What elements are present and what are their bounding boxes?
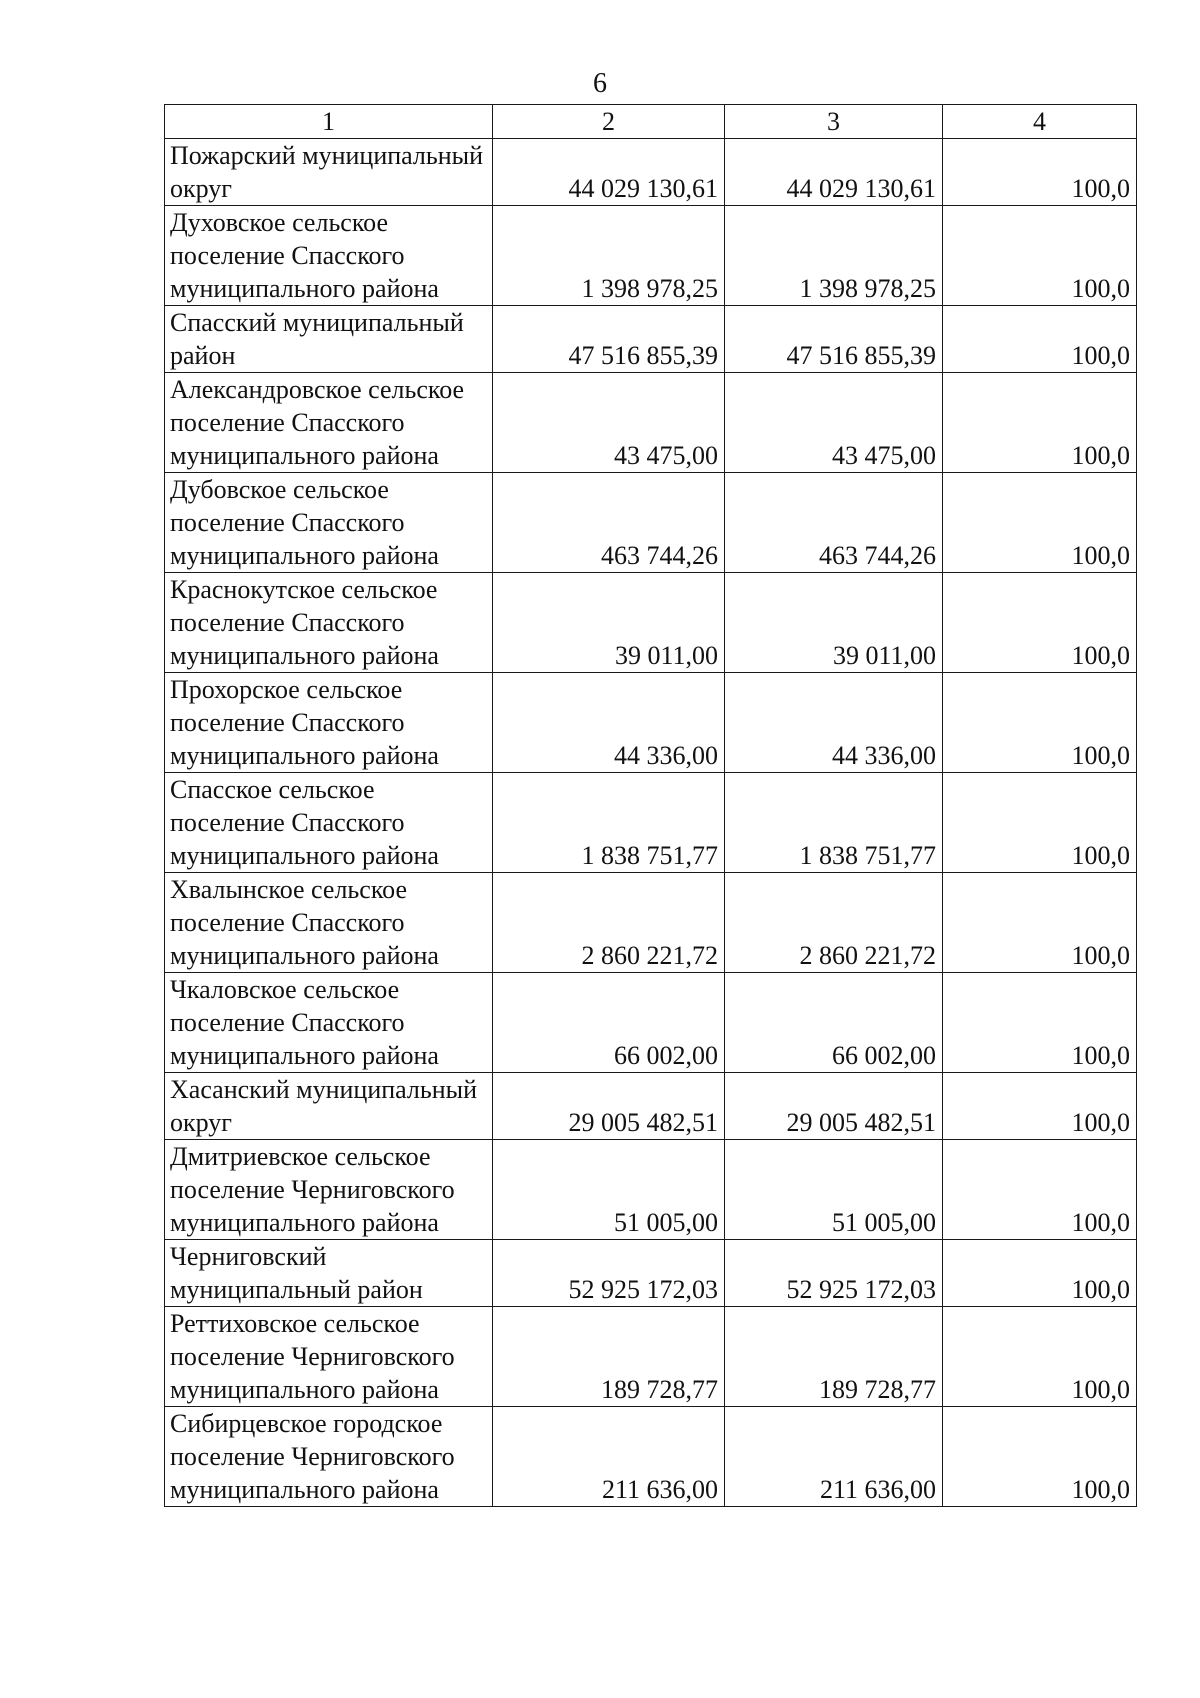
amount-cell: 43 475,00 xyxy=(725,373,943,473)
municipality-name: Реттиховское сельское поселение Черниговского муниципального района xyxy=(165,1307,493,1407)
table-row xyxy=(165,973,1137,1073)
amount-cell: 43 475,00 xyxy=(493,373,725,473)
percent-cell: 100,0 xyxy=(943,473,1137,573)
percent-cell: 100,0 xyxy=(943,1307,1137,1407)
table-row xyxy=(165,206,1137,306)
amount-cell: 211 636,00 xyxy=(725,1407,943,1507)
municipality-name: Пожарский муниципальный округ xyxy=(165,139,493,206)
percent-cell: 100,0 xyxy=(943,573,1137,673)
table-row xyxy=(165,573,1137,673)
percent-cell: 100,0 xyxy=(943,373,1137,473)
municipality-name: Духовское сельское поселение Спасского муниципального района xyxy=(165,206,493,306)
percent-cell: 100,0 xyxy=(943,973,1137,1073)
column-header: 3 xyxy=(725,105,943,139)
table-row xyxy=(165,773,1137,873)
table-row xyxy=(165,1073,1137,1140)
amount-cell: 44 336,00 xyxy=(493,673,725,773)
percent-cell: 100,0 xyxy=(943,1073,1137,1140)
amount-cell: 1 398 978,25 xyxy=(725,206,943,306)
amount-cell: 29 005 482,51 xyxy=(725,1073,943,1140)
amount-cell: 211 636,00 xyxy=(493,1407,725,1507)
percent-cell: 100,0 xyxy=(943,673,1137,773)
municipality-name: Черниговский муниципальный район xyxy=(165,1240,493,1307)
percent-cell: 100,0 xyxy=(943,1240,1137,1307)
column-header: 4 xyxy=(943,105,1137,139)
table-row xyxy=(165,1407,1137,1507)
municipality-name: Краснокутское сельское поселение Спасского муниципального района xyxy=(165,573,493,673)
table-row xyxy=(165,139,1137,206)
amount-cell: 1 398 978,25 xyxy=(493,206,725,306)
column-header: 2 xyxy=(493,105,725,139)
amount-cell: 47 516 855,39 xyxy=(725,306,943,373)
amount-cell: 47 516 855,39 xyxy=(493,306,725,373)
table-row xyxy=(165,373,1137,473)
amount-cell: 189 728,77 xyxy=(725,1307,943,1407)
amount-cell: 463 744,26 xyxy=(725,473,943,573)
municipality-name: Хвалынское сельское поселение Спасского муниципального района xyxy=(165,873,493,973)
municipality-name: Александровское сельское поселение Спасского муниципального района xyxy=(165,373,493,473)
table-row xyxy=(165,1240,1137,1307)
percent-cell: 100,0 xyxy=(943,306,1137,373)
municipality-name: Спасское сельское поселение Спасского муниципального района xyxy=(165,773,493,873)
amount-cell: 52 925 172,03 xyxy=(493,1240,725,1307)
table-row xyxy=(165,306,1137,373)
amount-cell: 44 029 130,61 xyxy=(725,139,943,206)
amount-cell: 463 744,26 xyxy=(493,473,725,573)
municipality-name: Сибирцевское городское поселение Черниговского муниципального района xyxy=(165,1407,493,1507)
column-header: 1 xyxy=(165,105,493,139)
municipality-name: Хасанский муниципальный округ xyxy=(165,1073,493,1140)
percent-cell: 100,0 xyxy=(943,139,1137,206)
amount-cell: 51 005,00 xyxy=(493,1140,725,1240)
amount-cell: 2 860 221,72 xyxy=(725,873,943,973)
table-row xyxy=(165,873,1137,973)
table-row xyxy=(165,473,1137,573)
amount-cell: 39 011,00 xyxy=(725,573,943,673)
percent-cell: 100,0 xyxy=(943,873,1137,973)
amount-cell: 51 005,00 xyxy=(725,1140,943,1240)
percent-cell: 100,0 xyxy=(943,206,1137,306)
percent-cell: 100,0 xyxy=(943,773,1137,873)
amount-cell: 1 838 751,77 xyxy=(493,773,725,873)
municipality-name: Прохорское сельское поселение Спасского муниципального района xyxy=(165,673,493,773)
amount-cell: 44 029 130,61 xyxy=(493,139,725,206)
municipality-name: Спасский муниципальный район xyxy=(165,306,493,373)
amount-cell: 52 925 172,03 xyxy=(725,1240,943,1307)
table-row xyxy=(165,673,1137,773)
percent-cell: 100,0 xyxy=(943,1140,1137,1240)
amount-cell: 66 002,00 xyxy=(493,973,725,1073)
amount-cell: 1 838 751,77 xyxy=(725,773,943,873)
amount-cell: 44 336,00 xyxy=(725,673,943,773)
page-number: 6 xyxy=(593,68,607,99)
table-row xyxy=(165,1140,1137,1240)
municipality-name: Чкаловское сельское поселение Спасского муниципального района xyxy=(165,973,493,1073)
municipality-name: Дубовское сельское поселение Спасского муниципального района xyxy=(165,473,493,573)
percent-cell: 100,0 xyxy=(943,1407,1137,1507)
table-header-row xyxy=(165,105,1137,139)
table-row xyxy=(165,1307,1137,1407)
amount-cell: 2 860 221,72 xyxy=(493,873,725,973)
amount-cell: 66 002,00 xyxy=(725,973,943,1073)
amount-cell: 29 005 482,51 xyxy=(493,1073,725,1140)
data-table xyxy=(164,104,1137,1507)
amount-cell: 39 011,00 xyxy=(493,573,725,673)
amount-cell: 189 728,77 xyxy=(493,1307,725,1407)
municipality-name: Дмитриевское сельское поселение Черниговского муниципального района xyxy=(165,1140,493,1240)
